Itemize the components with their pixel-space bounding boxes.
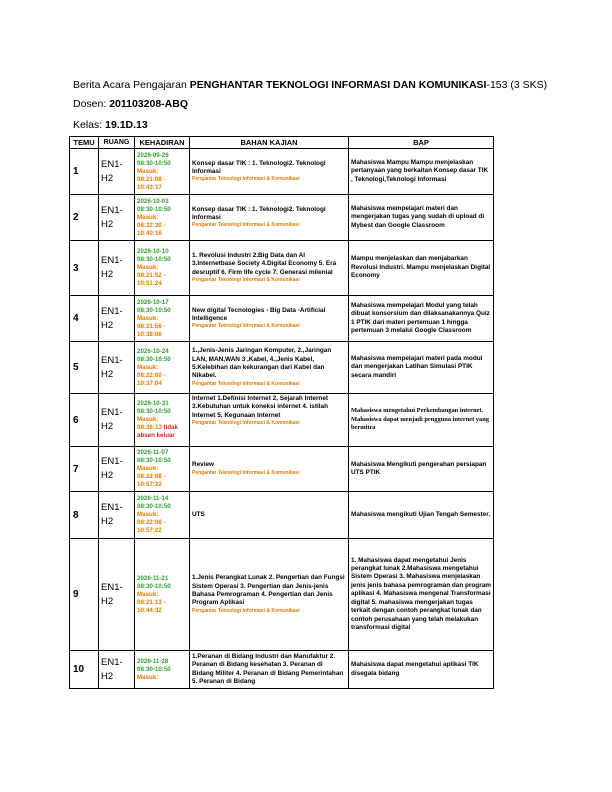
- table-row: [70, 394, 494, 447]
- cell-bap: Mahasiswa dapat mengetahui aplikasi TIK disegala bidang: [349, 651, 494, 689]
- cell-ruang: EN1-H2: [99, 241, 135, 296]
- cell-bahan-kajian: [190, 394, 349, 447]
- cell-kehadiran: [135, 296, 190, 342]
- kelas-value: 19.1D.13: [105, 119, 148, 131]
- col-header-kehadiran: KEHADIRAN: [135, 137, 190, 149]
- dosen-value: 201103208-ABQ: [109, 98, 188, 110]
- course-tag: Pengantar Teknologi Informasi & Komunikasi: [192, 380, 300, 387]
- table-row: [70, 195, 494, 241]
- cell-ruang: EN1-H2: [99, 296, 135, 342]
- dosen-label: Dosen:: [73, 98, 110, 110]
- late-note: tidak absen keluar: [137, 424, 178, 439]
- cell-bahan-kajian: [190, 149, 349, 195]
- status-label: Masuk:: [137, 167, 159, 175]
- cell-bap: Mahasiswa mengikuti Ujian Tengah Semester.: [349, 492, 494, 539]
- cell-ruang: EN1-H2: [99, 539, 135, 651]
- table-row: [70, 241, 494, 296]
- cell-bahan-kajian: [190, 342, 349, 394]
- course-tag: Pengantar Teknologi Informasi & Komunikasi: [192, 222, 300, 229]
- course-tag: Pengantar Teknologi Informasi & Komunikasi: [192, 176, 300, 183]
- cell-bahan-kajian: [190, 447, 349, 492]
- course-tag: Pengantar Teknologi Informasi & Komunikasi: [192, 323, 300, 330]
- cell-temu: 2: [70, 195, 99, 241]
- table-row: [70, 149, 494, 195]
- masuk-time: 08:22:08 - 10:57:22: [137, 519, 166, 534]
- status-label: Masuk:: [137, 416, 159, 423]
- cell-ruang: EN1-H2: [99, 195, 135, 241]
- cell-temu: 1: [70, 149, 99, 195]
- status-label: Masuk:: [137, 314, 159, 322]
- session-date: 2026-10-31: [137, 400, 169, 407]
- table-row: [70, 296, 494, 342]
- bahan-text: Konsep dasar TIK : 1. Teknologi2. Teknologi Informasi: [192, 159, 326, 175]
- cell-temu: 5: [70, 342, 99, 394]
- cell-kehadiran: [135, 195, 190, 241]
- status-label: Masuk:: [137, 673, 159, 681]
- cell-kehadiran: [135, 241, 190, 296]
- header-prefix: Berita Acara Pengajaran: [73, 79, 190, 91]
- masuk-time: 08:36:13: [137, 424, 164, 431]
- col-header-ruang: RUANG: [99, 137, 135, 149]
- masuk-time: 08:21:56 - 10:38:06: [137, 322, 166, 338]
- course-suffix: -153 (3 SKS): [486, 79, 548, 91]
- masuk-time: 08:22:08 - 10:57:22: [137, 473, 166, 488]
- header-course-line: [73, 79, 547, 91]
- session-date: 2026-11-07: [137, 449, 169, 456]
- cell-kehadiran: [135, 342, 190, 394]
- status-label: Masuk:: [137, 363, 159, 371]
- cell-bap: Mahasiswa mempelajari Modul yang telah dibuat konsorsium dan dilaksanakannya Quiz 1 PTIK dari materi pertemuan 1 hingga pertemuan 3 melalui Google Classroom: [349, 296, 494, 342]
- session-time: 08:30-10:50: [137, 457, 171, 464]
- masuk-time: 08:21:13 - 10:44:32: [137, 598, 166, 614]
- session-time: 08:30-10:50: [137, 582, 171, 590]
- session-time: 08:30-10:50: [137, 159, 171, 167]
- cell-kehadiran: [135, 447, 190, 492]
- status-label: Masuk:: [137, 465, 159, 472]
- bahan-text: 1.Jenis Perangkat Lunak 2. Pengertian dan Fungsi Sistem Operasi 3. Pengertian dan Jenis-jenis Bahasa Pemrograman 4. Pengertian dan Jenis Program Aplikasi: [192, 574, 345, 607]
- bahan-text: 1.Peranan di Bidang Industri dan Manufaktur 2. Peranan di Bidang kesehatan 3. Peranan di Bidang Militer 4. Peranan di Bidang Pemerintahan 5. Peranan di Bidang: [192, 652, 344, 685]
- cell-kehadiran: [135, 492, 190, 539]
- cell-temu: 8: [70, 492, 99, 539]
- cell-kehadiran: [135, 394, 190, 447]
- cell-bap: Mampu menjelaskan dan menjabarkan Revolusi Industri. Mampu menjelaskan Digital Economy: [349, 241, 494, 296]
- cell-temu: 10: [70, 651, 99, 689]
- table-row: [70, 342, 494, 394]
- session-time: 08:30-10:50: [137, 306, 171, 314]
- kelas-label: Kelas:: [73, 119, 106, 131]
- session-date: 2026-11-21: [137, 574, 169, 582]
- cell-ruang: EN1-H2: [99, 447, 135, 492]
- bahan-text: 1.,Jenis-Jenis Jaringan Komputer, 2.,Jaringan LAN, MAN,WAN 3 ,Kabel, 4.,Jenis Kabel, 5.Kelebihan dan kekurangan dari Kabel dan Nikabel.: [192, 347, 332, 380]
- bahan-text: 1. Revolusi Industri 2.Big Data dan AI 3.Internetbase Society 4.Digital Economy 5. Era desruptif 6. Firm life cycle 7. Generasi milenial: [192, 251, 337, 276]
- cell-bap: Mahasiswa Mengikuti pengerahan persiapan UTS PTIK: [349, 447, 494, 492]
- bahan-text: Konsep dasar TIK : 1. Teknologi2. Teknologi Informasi: [192, 205, 326, 221]
- status-label: Masuk:: [137, 590, 159, 598]
- cell-bahan-kajian: [190, 195, 349, 241]
- cell-temu: 7: [70, 447, 99, 492]
- cell-kehadiran: [135, 539, 190, 651]
- course-tag: Pengantar Teknologi Informasi & Komunikasi: [192, 277, 300, 284]
- header-kelas-line: [73, 119, 148, 131]
- header-dosen-line: [73, 98, 188, 110]
- session-time: 08:30-10:50: [137, 408, 171, 415]
- status-label: Masuk:: [137, 264, 159, 271]
- session-time: 08:30-10:50: [137, 665, 171, 673]
- session-time: 08:30-10:50: [137, 205, 171, 213]
- cell-bahan-kajian: [190, 296, 349, 342]
- session-time: 08:30-10:50: [137, 256, 171, 263]
- session-time: 08:30-10:50: [137, 355, 171, 363]
- cell-bap: Mahasiswa Mampu Mampu menjelaskan pertanyaan yang berkaitan Konsep dasar TIK , Teknologi,Teknologi Informasi: [349, 149, 494, 195]
- session-date: 2026-11-14: [137, 495, 169, 502]
- session-date: 2026-10-24: [137, 347, 169, 355]
- col-header-bahan-kajian: BAHAN KAJIAN: [190, 137, 349, 149]
- masuk-time: 08:22:30 - 10:40:16: [137, 221, 166, 237]
- session-date: 2026-10-17: [137, 298, 169, 306]
- cell-temu: 4: [70, 296, 99, 342]
- course-title: PENGHANTAR TEKNOLOGI INFORMASI DAN KOMUNIKASI: [189, 79, 487, 91]
- table-row: [70, 539, 494, 651]
- table-row: [70, 447, 494, 492]
- cell-bahan-kajian: [190, 492, 349, 539]
- teaching-log-table: [69, 136, 494, 689]
- course-tag: Pengantar Teknologi Informasi & Komunikasi: [192, 607, 300, 614]
- table-header-row: [70, 137, 494, 149]
- bahan-text: UTS: [192, 510, 205, 518]
- cell-temu: 9: [70, 539, 99, 651]
- cell-ruang: EN1-H2: [99, 394, 135, 447]
- session-date: 2026-11-28: [137, 657, 169, 665]
- cell-bahan-kajian: [190, 241, 349, 296]
- table-row: [70, 651, 494, 689]
- col-header-temu: TEMU: [70, 137, 99, 149]
- status-label: Masuk:: [137, 511, 159, 518]
- cell-bahan-kajian: [190, 651, 349, 689]
- cell-ruang: EN1-H2: [99, 149, 135, 195]
- cell-bap: Mahasiswa mempelajari materi dan mengerjakan tugas yang sudah di upload di Mybest dan Google Classroom: [349, 195, 494, 241]
- cell-bahan-kajian: [190, 539, 349, 651]
- session-time: 08:30-10:50: [137, 503, 171, 510]
- course-tag: Pengantar Teknologi Informasi & Komunikasi: [192, 469, 300, 476]
- masuk-time: 08:21:08 - 10:43:17: [137, 175, 166, 191]
- course-tag: Pengantar Teknologi Informasi & Komunikasi: [192, 420, 300, 427]
- col-header-bap: BAP: [349, 137, 494, 149]
- cell-ruang: EN1-H2: [99, 492, 135, 539]
- cell-kehadiran: [135, 651, 190, 689]
- status-label: Masuk:: [137, 213, 159, 221]
- bahan-text: Review: [192, 461, 215, 469]
- bahan-text: New digital Tecnologies - Big Data -Artificial Intelligence: [192, 306, 326, 322]
- cell-temu: 3: [70, 241, 99, 296]
- cell-ruang: EN1-H2: [99, 651, 135, 689]
- masuk-time: 08:22:00 - 10:37:04: [137, 371, 166, 387]
- bahan-text: Internet 1.Definisi Internet 2, Sejarah Internet 3.Kebutuhan untuk koneksi internet 4. istilah Internet 5. Kegunaan Internet: [192, 395, 329, 419]
- session-date: 2026-09-26: [137, 151, 169, 159]
- session-date: 2026-10-03: [137, 197, 169, 205]
- cell-bap: Mahasiswa mengetahui Perkembangan internet. Mahasiswa dapat menjadi pengguna internet yang bermitra: [349, 394, 494, 447]
- cell-kehadiran: [135, 149, 190, 195]
- cell-temu: 6: [70, 394, 99, 447]
- cell-ruang: EN1-H2: [99, 342, 135, 394]
- masuk-time: 08:21:52 - 10:51:24: [137, 272, 166, 287]
- cell-bap: Mahasiswa mempelajari materi pada modul dan mengerjakan Latihan Simulasi PTIK secara mandiri: [349, 342, 494, 394]
- table-row: [70, 492, 494, 539]
- cell-bap: 1. Mahasiswa dapat mengetahui Jenis perangkat lunak 2.Mahasiswa mengetahui Sistem Operasi 3. Mahasiswa menjelaskan jenis jenis bahasa pemrograman dan program aplikasi 4. Mahasiswa mengenal Transformasi digital 5. mahasiswa mengerjakan tugas terkait dengan contoh perangkat lunak dan contoh perusahaan yang telah melakukan transformasi digital: [349, 539, 494, 651]
- session-date: 2026-10-10: [137, 248, 169, 255]
